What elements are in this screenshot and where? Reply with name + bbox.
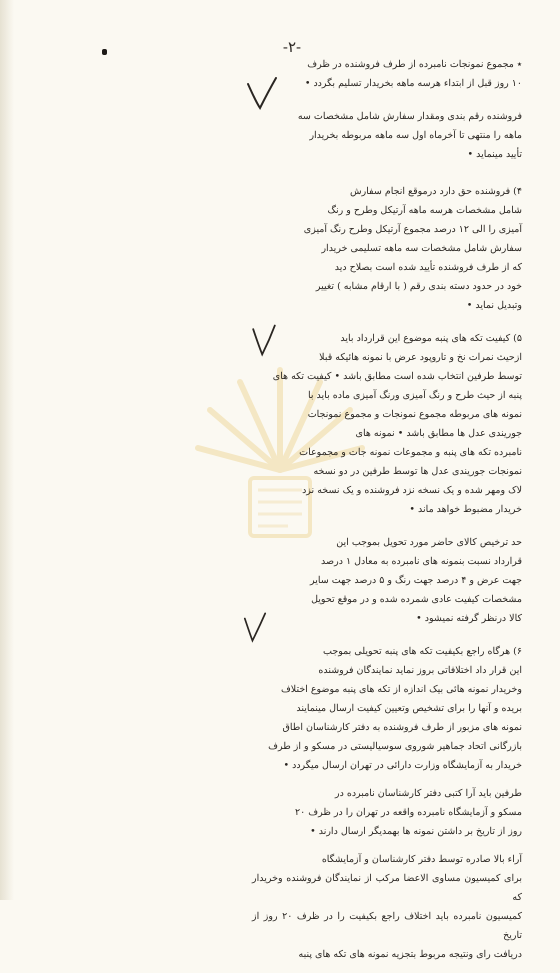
paragraph-samples-delivery: ٭ مجموع نمونجات نامبرده از طرف فروشنده در ظرف ۱۰ روز قبل از ابتداء هرسه ماهه بخریدار تسلیم بگردد • (304, 59, 522, 89)
paragraph-commission: آراء بالا صادره توسط دفتر کارشناسان و آزمایشگاه برای کمیسیون مساوی الاعضا مرکب از نمایندگان فروشنده وخریدار که کمیسیون نامبرده باید اختلاف راجع بکیفیت را در ظرف ۲۰ روز از تاریخ دریافت رای ونتیجه مربوط بتجزیه نمونه های تکه های پنبه (252, 854, 522, 960)
page-number: -۲- (282, 38, 302, 56)
paragraph-expert-opinions: طرفین باید آرا کتبی دفتر کارشناسان نامبرده در مسکو و آزمایشگاه نامبرده واقعه در تهران را در ظرف ۲۰ روز از تاریخ بر داشتن نمونه ها بهمدیگر ارسال دارند • (295, 788, 522, 837)
paragraph-order-confirmation: فروشنده رقم بندی ومقدار سفارش شامل مشخصات سه ماهه را منتهی تا آخرماه اول سه ماهه مربوطه بخریدار تأیید مینماید • (297, 111, 522, 160)
margin-ink-mark (102, 49, 107, 55)
paragraph-tolerance: حد ترخیص کالای حاضر مورد تحویل بموجب این قرارداد نسبت بنمونه های نامبرده به معادل ۱ درصد جهت عرض و ۴ درصد جهت رنگ و ۵ درصد جهت سایر مشخصات کیفیت عادی شمرده شده و در موقع تحویل کالا درنظر گرفته نمیشود • (310, 537, 522, 624)
paragraph-clause-5: ۵) کیفیت تکه های پنبه موضوع این قرارداد باید ازحیث نمرات نخ و تاروپود عرض با نمونه هائیکه قبلا توسط طرفین انتخاب شده است مطابق باشد • کیفیت تکه های پنبه از حیث طرح و رنگ آمیزی ورنگ آمیزی ماده باید با نمونه های مربوطه مجموع نمونجات و مجموع نمونجات جوریندی عدل ها مطابق باشد • نمونه های نامبرده تکه های پنبه و مجموعات نمونه جات و مجموعات نمونجات جوریندی عدل ها توسط طرفین در دو نسخه لاک ومهر شده و یک نسخه نزد فروشنده و یک نسخه نزد خریدار مضبوط خواهد ماند • (272, 333, 522, 515)
paragraph-clause-6: ۶) هرگاه راجع بکیفیت تکه های پنبه تحویلی بموجب این قرار داد اختلافاتی بروز نماید نمایندگان فروشنده وخریدار نمونه هائی بیک اندازه از تکه های پنبه موضوع اختلاف بریده و آنها را برای تشخیص وتعیین کیفیت ارسال مینمایند نمونه های مزبور از طرف فروشنده به دفتر کارشناسان اطاق بازرگانی اتحاد جماهیر شوروی سوسیالیستی در مسکو و از طرف خریدار به آزمایشگاه وزارت دارائی در تهران ارسال میگردد • (268, 646, 522, 771)
document-body (252, 55, 522, 973)
page-edge-shadow (0, 0, 14, 900)
paragraph-clause-4: ۴) فروشنده حق دارد درموقع انجام سفارش شامل مشخصات هرسه ماهه آرتیکل وطرح و رنگ آمیزی را الی ۱۲ درصد مجموع آرتیکل وطرح رنگ آمیزی سفارش شامل مشخصات سه ماهه تسلیمی خریدار که از طرف فروشنده تأیید شده است بصلاح دید خود در حدود دسته بندی رقم ( با ارقام مشابه ) تغییر وتبدیل نماید • (303, 186, 522, 311)
